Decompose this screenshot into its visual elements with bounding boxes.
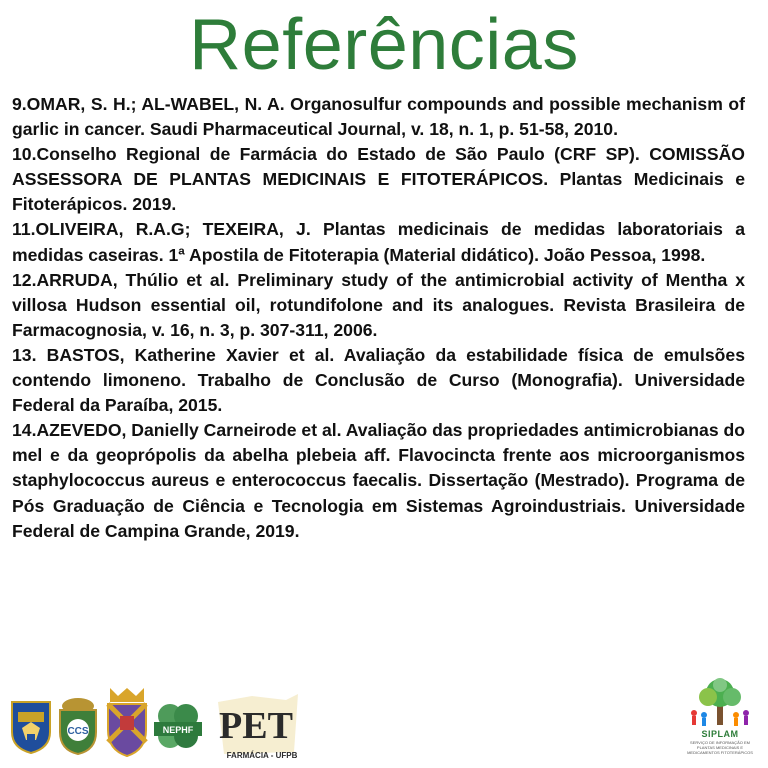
siplam-name: SIPLAM <box>701 729 739 739</box>
nephf-logo <box>150 700 206 756</box>
reference-item: 12.ARRUDA, Thúlio et al. Preliminary study of the antimicrobial activity of Mentha x villosa Hudson essential oil, rotundifolone and its analogues. Revista Brasileira de Farmacognosia, v. 16, n. 3, p. 307-311, 2006. <box>12 269 745 340</box>
siplam-subtitle: SERVIÇO DE INFORMAÇÃO EM PLANTAS MEDICINAIS E MEDICAMENTOS FITOTERÁPICOS <box>687 740 753 755</box>
reference-item: 11.OLIVEIRA, R.A.G; TEXEIRA, J. Plantas medicinais de medidas laboratoriais a medidas caseiras. 1ª Apostila de Fitoterapia (Material didático). João Pessoa, 1998. <box>12 219 745 265</box>
page-title: Referências <box>189 5 579 85</box>
reference-item: 13. BASTOS, Katherine Xavier et al. Avaliação da estabilidade física de emulsões contendo limoneno. Trabalho de Conclusão de Curso (Monografia). Universidade Federal da Paraíba, 2015. <box>12 344 745 416</box>
pet-caption: FARMÁCIA - UFPB <box>226 751 298 760</box>
pet-label: PET <box>219 705 293 747</box>
reference-item: 9.OMAR, S. H.; AL-WABEL, N. A. Organosulfur compounds and possible mechanism of garlic in cancer. Saudi Pharmaceutical Journal, v. 18, n. 1, p. 51-58, 2010. <box>12 94 745 140</box>
ccs-logo <box>56 696 100 756</box>
svg-text:CCS: CCS <box>67 726 89 737</box>
partner-logos <box>10 686 310 768</box>
nephf-label: NEPHF <box>162 725 194 735</box>
reference-list <box>12 92 745 544</box>
farmacia-crest-logo <box>104 686 150 758</box>
siplam-tree-icon <box>680 677 760 729</box>
siplam-logo <box>680 677 760 765</box>
pet-farmacia-logo <box>216 692 302 762</box>
reference-item: 14.AZEVEDO, Danielly Carneirode et al. Avaliação das propriedades antimicrobianas do mel e da geoprópolis da abelha plebeia aff. Flavocincta frente aos microorganismos staphylococcus aureus e enterococcus faecalis. Dissertação (Mestrado). Programa de Pós Graduação de Ciência e Tecnologia em Sistemas Agroindustriais. Universidade Federal de Campina Grande, 2019. <box>12 420 745 541</box>
ufpb-logo <box>10 700 52 754</box>
reference-item: 10.Conselho Regional de Farmácia do Estado de São Paulo (CRF SP). COMISSÃO ASSESSORA DE PLANTAS MEDICINAIS E FITOTERÁPICOS. Plantas Medicinais e Fitoterápicos. 2019. <box>12 144 745 215</box>
